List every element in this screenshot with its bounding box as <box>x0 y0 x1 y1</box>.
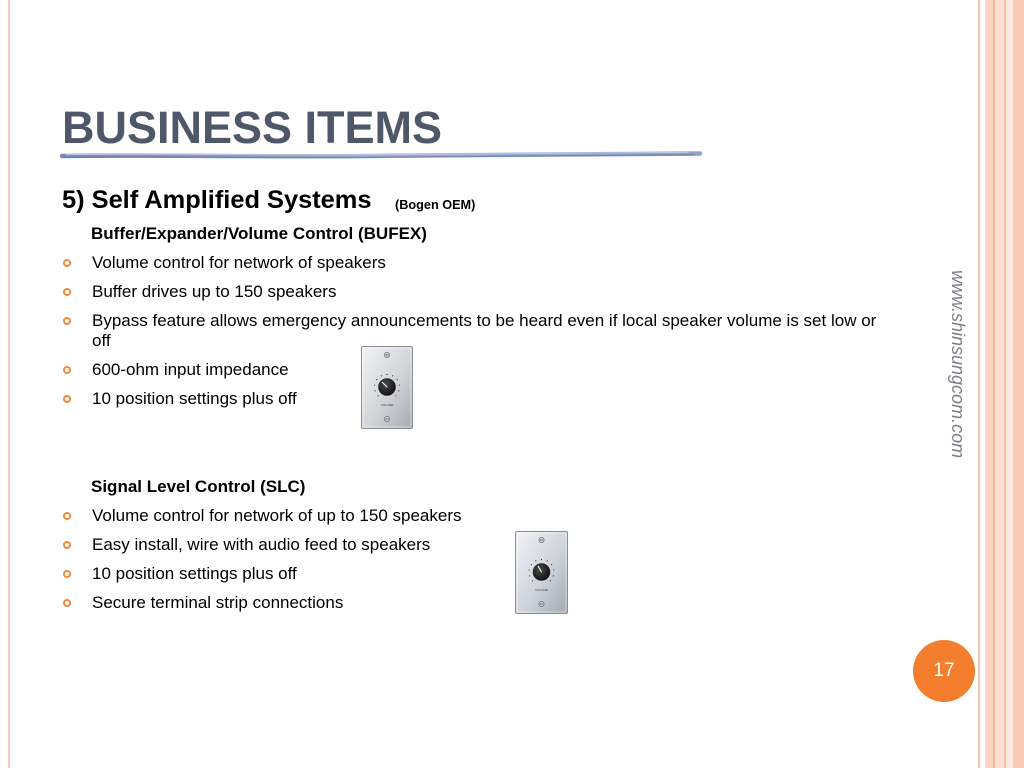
bullet-text: Easy install, wire with audio feed to speakers <box>92 535 431 554</box>
bullet-circle-icon <box>63 541 71 549</box>
page-number-badge: 17 <box>913 640 975 702</box>
knob-tick-mark <box>399 384 400 385</box>
bullet-text: 10 position settings plus off <box>92 389 297 408</box>
slc-volume-plate-photo <box>515 531 568 614</box>
slide-title: BUSINESS ITEMS <box>62 102 443 153</box>
knob-tick-mark <box>398 390 399 391</box>
bottom-screw-icon <box>384 416 389 421</box>
list-item <box>92 506 888 526</box>
knob-tick-mark <box>375 390 376 391</box>
list-item <box>92 360 888 380</box>
list-item <box>92 389 888 409</box>
bufex-volume-plate-photo <box>361 346 413 429</box>
knob-tick-mark <box>532 580 533 581</box>
title-brush-underline <box>58 148 706 164</box>
knob-tick-mark <box>392 375 393 376</box>
knob-tick-mark <box>376 379 377 380</box>
slc-bullet-list <box>92 506 888 622</box>
list-item <box>92 564 888 584</box>
slc-heading: Signal Level Control (SLC) <box>91 477 306 496</box>
knob-tick-mark <box>553 575 554 576</box>
left-border-rule <box>8 0 10 768</box>
knob-tick-mark <box>397 379 398 380</box>
bullet-circle-icon <box>63 395 71 403</box>
right-decorative-stripes <box>976 0 1024 768</box>
bullet-text: Volume control for network of speakers <box>92 253 386 272</box>
list-item <box>92 282 888 302</box>
list-item <box>92 593 888 613</box>
knob-tick-mark <box>381 375 382 376</box>
bufex-bullet-list <box>92 253 888 418</box>
knob-tick-mark <box>529 569 530 570</box>
bottom-screw-icon <box>539 601 544 606</box>
bullet-text: 10 position settings plus off <box>92 564 297 583</box>
knob-tick-mark <box>547 560 548 561</box>
top-screw-icon <box>539 537 544 542</box>
bullet-circle-icon <box>63 366 71 374</box>
knob-tick-mark <box>386 374 387 375</box>
bullet-text: Bypass feature allows emergency announcements to be heard even if local speaker volume is set low or off <box>92 311 877 350</box>
list-item <box>92 311 888 351</box>
bullet-circle-icon <box>63 570 71 578</box>
bullet-text: Buffer drives up to 150 speakers <box>92 282 337 301</box>
top-screw-icon <box>384 352 389 357</box>
list-item <box>92 535 888 555</box>
plate-label: VOLUME <box>380 403 394 407</box>
knob-tick-mark <box>541 559 542 560</box>
bullet-text: 600-ohm input impedance <box>92 360 289 379</box>
knob-tick-mark <box>395 395 396 396</box>
website-url: www.shinsungcom.com <box>948 270 968 459</box>
section-heading: 5) Self Amplified Systems <box>62 186 372 214</box>
bullet-circle-icon <box>63 259 71 267</box>
knob-tick-mark <box>374 384 375 385</box>
knob-tick-mark <box>551 564 552 565</box>
bullet-circle-icon <box>63 512 71 520</box>
bullet-circle-icon <box>63 599 71 607</box>
knob-tick-mark <box>378 395 379 396</box>
bullet-circle-icon <box>63 288 71 296</box>
bufex-heading: Buffer/Expander/Volume Control (BUFEX) <box>91 224 427 243</box>
volume-knob-icon <box>379 379 396 396</box>
volume-knob-icon <box>533 564 550 581</box>
list-item <box>92 253 888 273</box>
bullet-text: Secure terminal strip connections <box>92 593 344 612</box>
knob-tick-mark <box>553 569 554 570</box>
section-note: (Bogen OEM) <box>395 198 476 212</box>
knob-tick-mark <box>531 564 532 565</box>
knob-tick-mark <box>550 580 551 581</box>
bullet-text: Volume control for network of up to 150 speakers <box>92 506 462 525</box>
plate-label: VOLUME <box>535 588 548 592</box>
knob-tick-mark <box>529 575 530 576</box>
bullet-circle-icon <box>63 317 71 325</box>
knob-tick-mark <box>535 560 536 561</box>
